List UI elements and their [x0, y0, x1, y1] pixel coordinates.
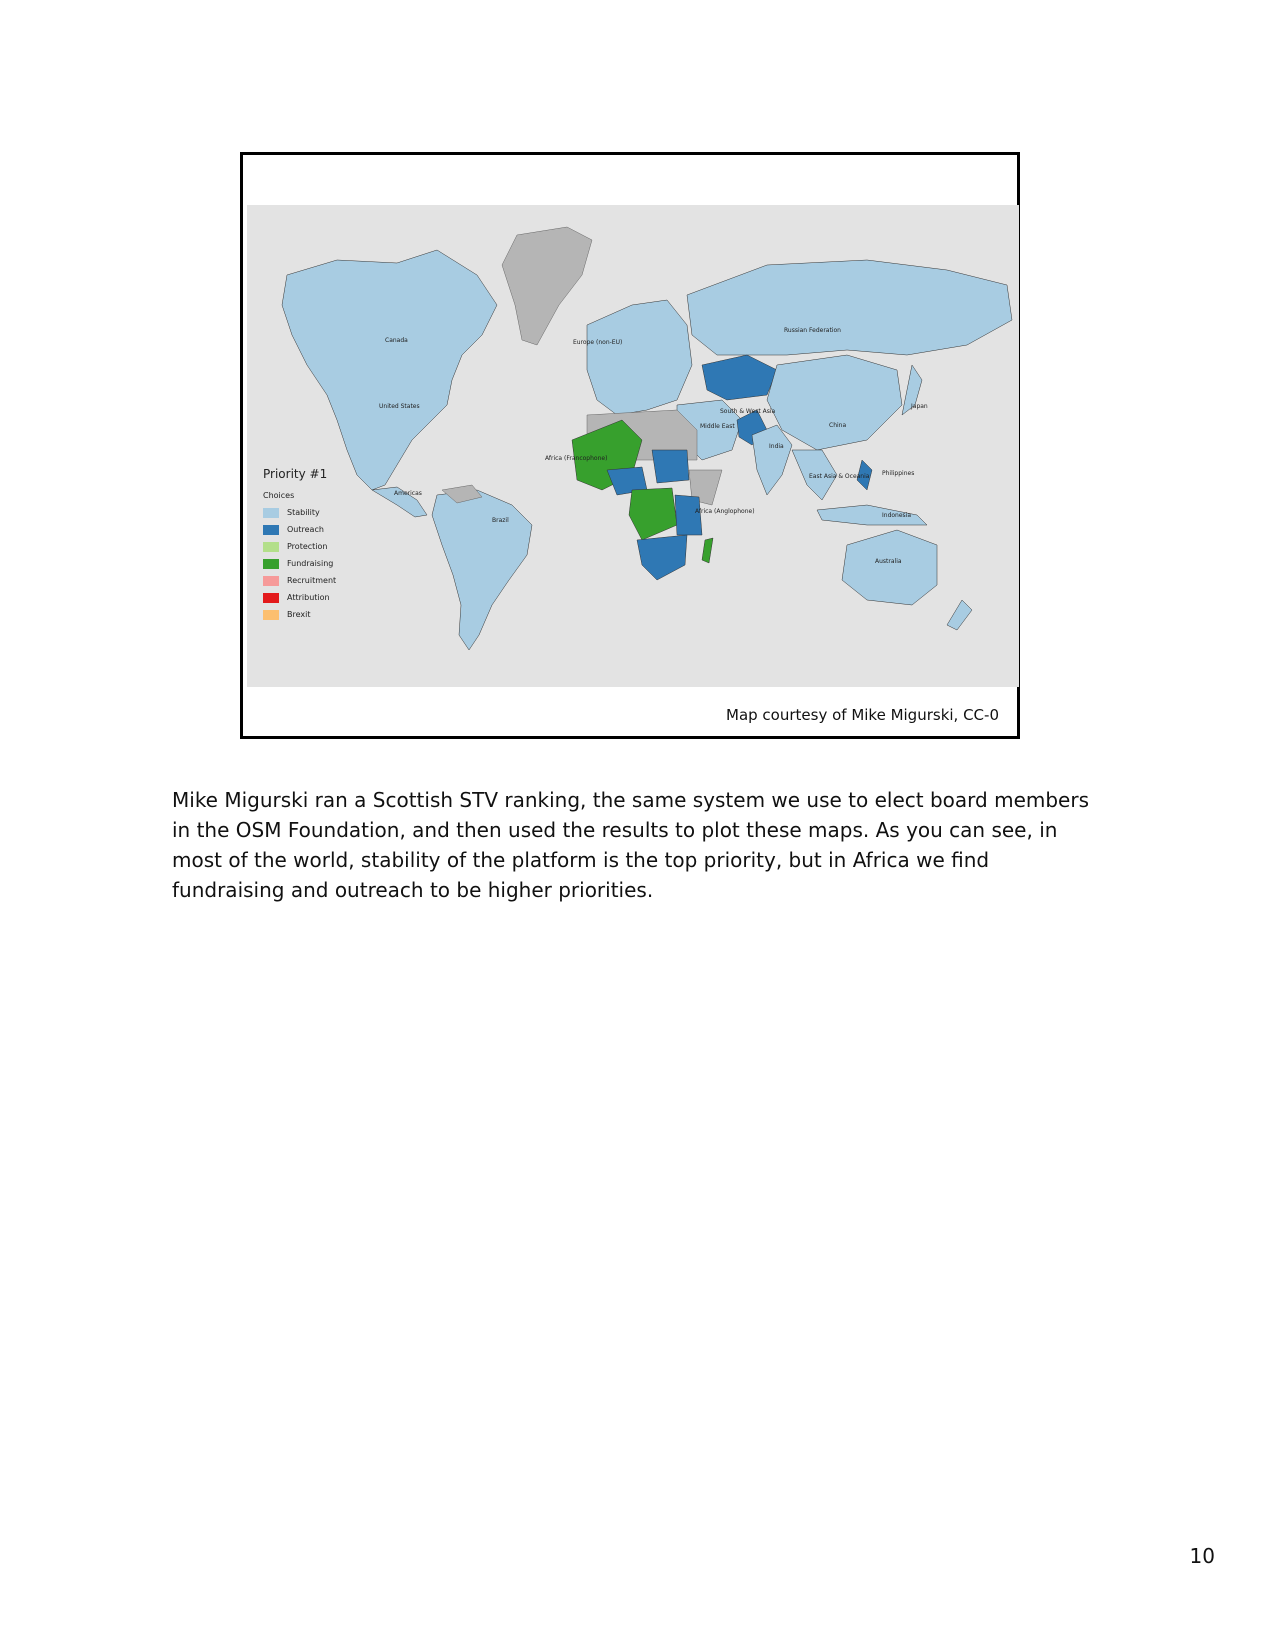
map-credit: Map courtesy of Mike Migurski, CC-0: [726, 706, 999, 724]
greenland-region: [502, 227, 592, 345]
body-paragraph: Mike Migurski ran a Scottish STV ranking, the same system we use to elect board members in the OSM Foundation, and then used the results to plot these maps. As you can see, in most of the world, stability of the platform is the top priority, but in Africa we find fundraising and outreach to be higher priorities.: [172, 788, 1090, 902]
label-australia: Australia: [875, 558, 902, 565]
new-zealand-region: [947, 600, 972, 630]
label-philippines: Philippines: [882, 470, 915, 477]
legend-subtitle: Choices: [263, 491, 295, 500]
label-india: India: [769, 443, 784, 450]
legend-label: Brexit: [287, 610, 311, 619]
legend-item-fundraising: [263, 555, 336, 572]
legend-item-brexit: [263, 606, 336, 623]
legend-label: Outreach: [287, 525, 324, 534]
label-japan: Japan: [911, 403, 928, 410]
europe-region: [587, 300, 692, 415]
page-number: 10: [1189, 1544, 1215, 1568]
label-canada: Canada: [385, 337, 408, 344]
legend-item-recruitment: [263, 572, 336, 589]
label-indonesia: Indonesia: [882, 512, 912, 519]
legend-label: Fundraising: [287, 559, 334, 568]
legend-swatch: [263, 542, 279, 552]
legend-label: Stability: [287, 508, 320, 517]
world-map: [247, 205, 1019, 687]
legend-swatch: [263, 576, 279, 586]
legend-swatch: [263, 508, 279, 518]
legend-swatch: [263, 525, 279, 535]
east-africa-region: [675, 495, 702, 535]
madagascar-region: [702, 538, 713, 563]
south-america-region: [432, 490, 532, 650]
label-south-west-asia: South & West Asia: [720, 408, 776, 415]
legend-item-outreach: [263, 521, 336, 538]
india-region: [752, 425, 792, 495]
legend-title: Priority #1: [263, 467, 328, 481]
label-united-states: United States: [379, 403, 420, 410]
australia-region: [842, 530, 937, 605]
china-region: [767, 355, 902, 450]
map-slide-frame: [240, 152, 1020, 739]
central-africa-region: [629, 488, 677, 540]
legend-swatch: [263, 610, 279, 620]
sudan-region: [652, 450, 689, 483]
legend-label: Protection: [287, 542, 328, 551]
southern-africa-region: [637, 535, 687, 580]
label-africa-francophone: Africa (Francophone): [545, 455, 608, 462]
label-china: China: [829, 422, 847, 429]
legend-label: Recruitment: [287, 576, 337, 585]
legend-item-attribution: [263, 589, 336, 606]
north-america-region: [282, 250, 497, 490]
world-map-graphic: [247, 205, 1019, 687]
label-russia: Russian Federation: [784, 327, 841, 334]
legend-item-stability: [263, 504, 336, 521]
label-middle-east: Middle East: [700, 423, 735, 430]
label-americas: Americas: [394, 490, 422, 497]
central-asia-region: [702, 355, 777, 400]
label-east-asia-oceania: East Asia & Oceania: [809, 473, 870, 480]
label-brazil: Brazil: [492, 517, 509, 524]
legend-swatch: [263, 559, 279, 569]
map-legend: [263, 467, 336, 623]
label-africa-anglophone: Africa (Anglophone): [695, 508, 755, 515]
russia-region: [687, 260, 1012, 355]
legend-swatch: [263, 593, 279, 603]
legend-item-protection: [263, 538, 336, 555]
legend-label: Attribution: [287, 593, 330, 602]
label-europe: Europe (non-EU): [573, 339, 623, 346]
